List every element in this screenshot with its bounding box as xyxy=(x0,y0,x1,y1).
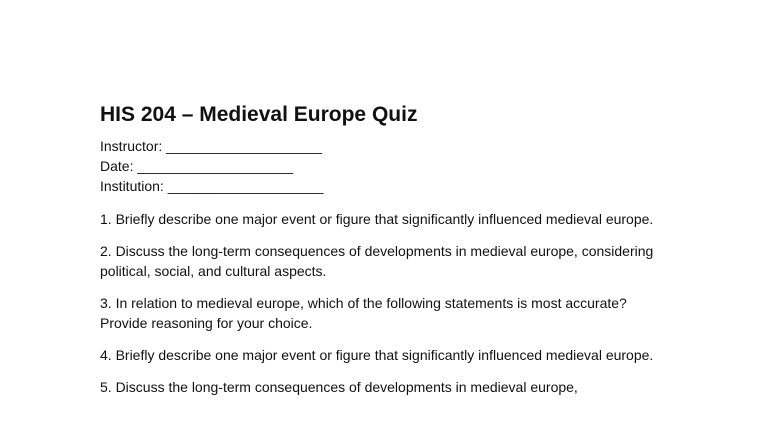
date-label: Date: xyxy=(100,158,134,174)
question-3: 3. In relation to medieval europe, which of the following statements is most accurate? Provide reasoning for your choice. xyxy=(100,295,627,331)
question-5: 5. Discuss the long-term consequences of developments in medieval europe, xyxy=(100,379,578,395)
question-list xyxy=(100,209,700,397)
instructor-field xyxy=(100,136,700,156)
institution-field xyxy=(100,176,700,196)
document-content xyxy=(100,101,700,409)
quiz-title: HIS 204 – Medieval Europe Quiz xyxy=(100,103,418,126)
question-1: 1. Briefly describe one major event or figure that significantly influenced medieval europe. xyxy=(100,211,654,227)
question-4: 4. Briefly describe one major event or figure that significantly influenced medieval europe. xyxy=(100,347,654,363)
question-2: 2. Discuss the long-term consequences of developments in medieval europe, considering political, social, and cultural aspects. xyxy=(100,243,654,279)
date-blank: ____________________ xyxy=(137,158,294,174)
date-field xyxy=(100,156,700,176)
header-fields xyxy=(100,136,700,196)
instructor-blank: ____________________ xyxy=(166,138,322,154)
institution-blank: ____________________ xyxy=(167,178,324,194)
instructor-label: Instructor: xyxy=(100,138,163,154)
institution-label: Institution: xyxy=(100,178,164,194)
